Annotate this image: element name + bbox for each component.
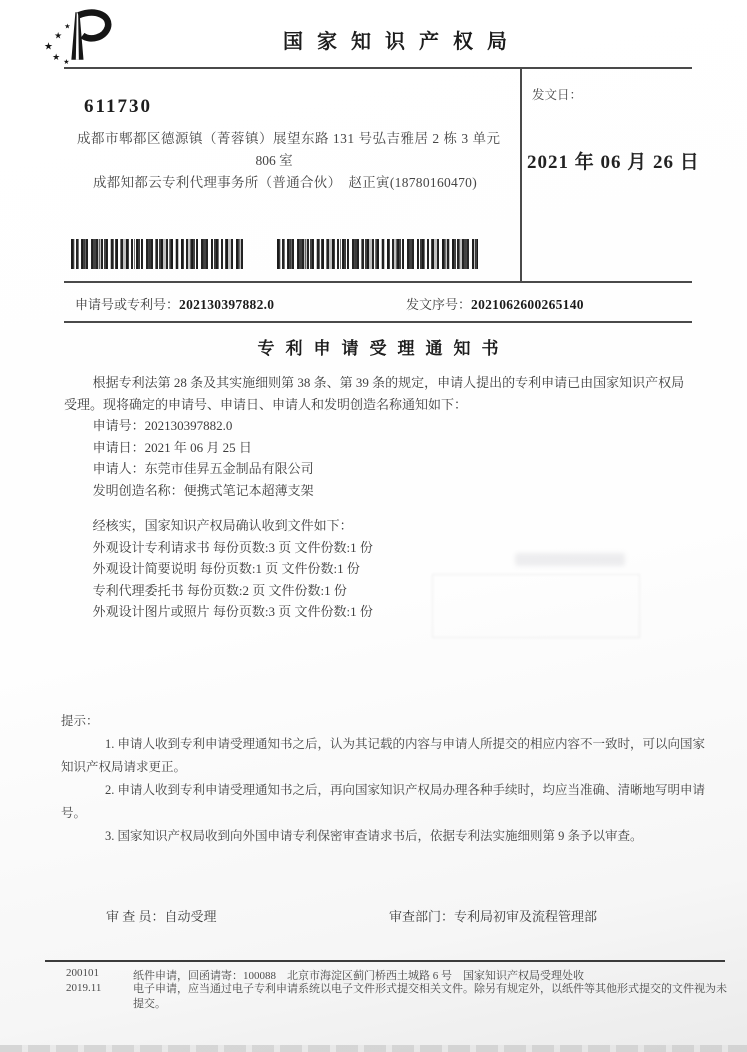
- department-label: 审查部门：: [389, 909, 455, 924]
- svg-text:★: ★: [52, 51, 61, 62]
- department-value: 专利局初审及流程管理部: [454, 909, 598, 924]
- footer-paper-filing-note: 纸件申请，回函请寄：100088 北京市海淀区蓟门桥西土城路 6 号 国家知识产权局受理处收: [133, 970, 584, 982]
- svg-text:★: ★: [44, 41, 54, 53]
- field-applicant: [93, 458, 696, 480]
- received-document-item: 专利代理委托书 每份页数:2 页 文件份数:1 份: [92, 582, 347, 598]
- received-documents-header: 经核实，国家知识产权局确认收到文件如下：: [92, 518, 353, 533]
- svg-text:★: ★: [63, 57, 70, 64]
- recipient-address-line1: 成都市郫都区德源镇（菁蓉镇）展望东路 131 号弘吉雅居 2 栋 3 单元: [77, 131, 501, 146]
- received-document-item: 外观设计简要说明 每份页数:1 页 文件份数:1 份: [92, 561, 360, 576]
- application-number-label: 申请号或专利号：: [75, 297, 180, 312]
- field-value: 2021 年 06 月 25 日: [144, 439, 252, 455]
- hints-label: 提示：: [61, 714, 99, 728]
- dispatch-serial-value: 2021062600265140: [471, 297, 584, 312]
- field-label: 发明创造名称：: [92, 482, 184, 498]
- agency-title: 国家知识产权局: [283, 31, 521, 53]
- field-value: 东莞市佳昇五金制品有限公司: [144, 461, 314, 476]
- scan-ghost-stamp: [432, 574, 640, 638]
- hints-section: [61, 710, 711, 848]
- department-row: [389, 906, 597, 925]
- postal-code: 611730: [84, 96, 152, 117]
- field-label: 申请号：: [92, 418, 145, 433]
- field-label: 申请人：: [92, 461, 145, 476]
- footer-divider: [45, 960, 725, 962]
- patent-agency-line: 成都知都云专利代理事务所（普通合伙） 赵正寅(18780160470): [93, 175, 477, 190]
- field-label: 申请日：: [92, 439, 145, 455]
- scan-edge-strip: [0, 1045, 747, 1052]
- field-application-number: [93, 415, 696, 437]
- hint-item: 1. 申请人收到专利申请受理通知书之后，认为其记载的内容与申请人所提交的相应内容不一致时，可以向国家知识产权局请求更正。: [61, 737, 706, 774]
- application-number-row: [75, 294, 274, 313]
- dispatch-serial-label: 发文序号：: [406, 297, 472, 312]
- dispatch-serial-row: [406, 294, 584, 313]
- scan-smudge: [515, 553, 625, 566]
- hint-item: 2. 申请人收到专利申请受理通知书之后，再向国家知识产权局办理各种手续时，均应当准确、清晰地写明申请号。: [61, 783, 706, 820]
- footer-electronic-filing-note: 电子申请，应当通过电子专利申请系统以电子文件形式提交相关文件。除另有规定外，以纸件等其他形式提交的文件视为未提交。: [133, 983, 727, 1010]
- svg-text:★: ★: [54, 30, 63, 41]
- received-document-item: 外观设计图片或照片 每份页数:3 页 文件份数:1 份: [92, 604, 373, 619]
- footer-code: 200101: [66, 967, 99, 979]
- dispatch-date-value: 2021 年 06 月 26 日: [527, 152, 700, 173]
- footer-code: 2019.11: [66, 982, 102, 994]
- dispatch-box-divider: [520, 67, 522, 282]
- intro-paragraph: 根据专利法第 28 条及其实施细则第 38 条、第 39 条的规定，申请人提出的专利申请已由国家知识产权局受理。现将确定的申请号、申请日、申请人和发明创造名称通知如下：: [64, 375, 685, 412]
- barcode-left-icon: [71, 239, 243, 269]
- header-divider: [64, 67, 692, 69]
- field-value: 202130397882.0: [144, 418, 233, 433]
- field-application-date: [93, 437, 696, 459]
- field-invention-title: [93, 480, 696, 502]
- title-divider: [64, 321, 692, 323]
- received-document-item: 外观设计专利请求书 每份页数:3 页 文件份数:1 份: [92, 539, 373, 555]
- notice-title: 专利申请受理通知书: [257, 339, 510, 358]
- field-value: 便携式笔记本超薄支架: [183, 482, 314, 498]
- barcode-right-icon: [277, 239, 478, 269]
- examiner-label: 审 查 员：: [106, 909, 165, 924]
- hint-item: 3. 国家知识产权局收到向外国申请专利保密审查请求书后，依据专利法实施细则第 9 条予以审查。: [105, 829, 643, 843]
- application-number-value: 202130397882.0: [179, 297, 275, 312]
- section-divider: [64, 281, 692, 283]
- svg-text:★: ★: [64, 22, 71, 31]
- recipient-address-line2: 806 室: [255, 153, 293, 168]
- examiner-row: [106, 906, 217, 925]
- dispatch-date-label: 发文日：: [532, 88, 583, 102]
- examiner-value: 自动受理: [164, 909, 217, 924]
